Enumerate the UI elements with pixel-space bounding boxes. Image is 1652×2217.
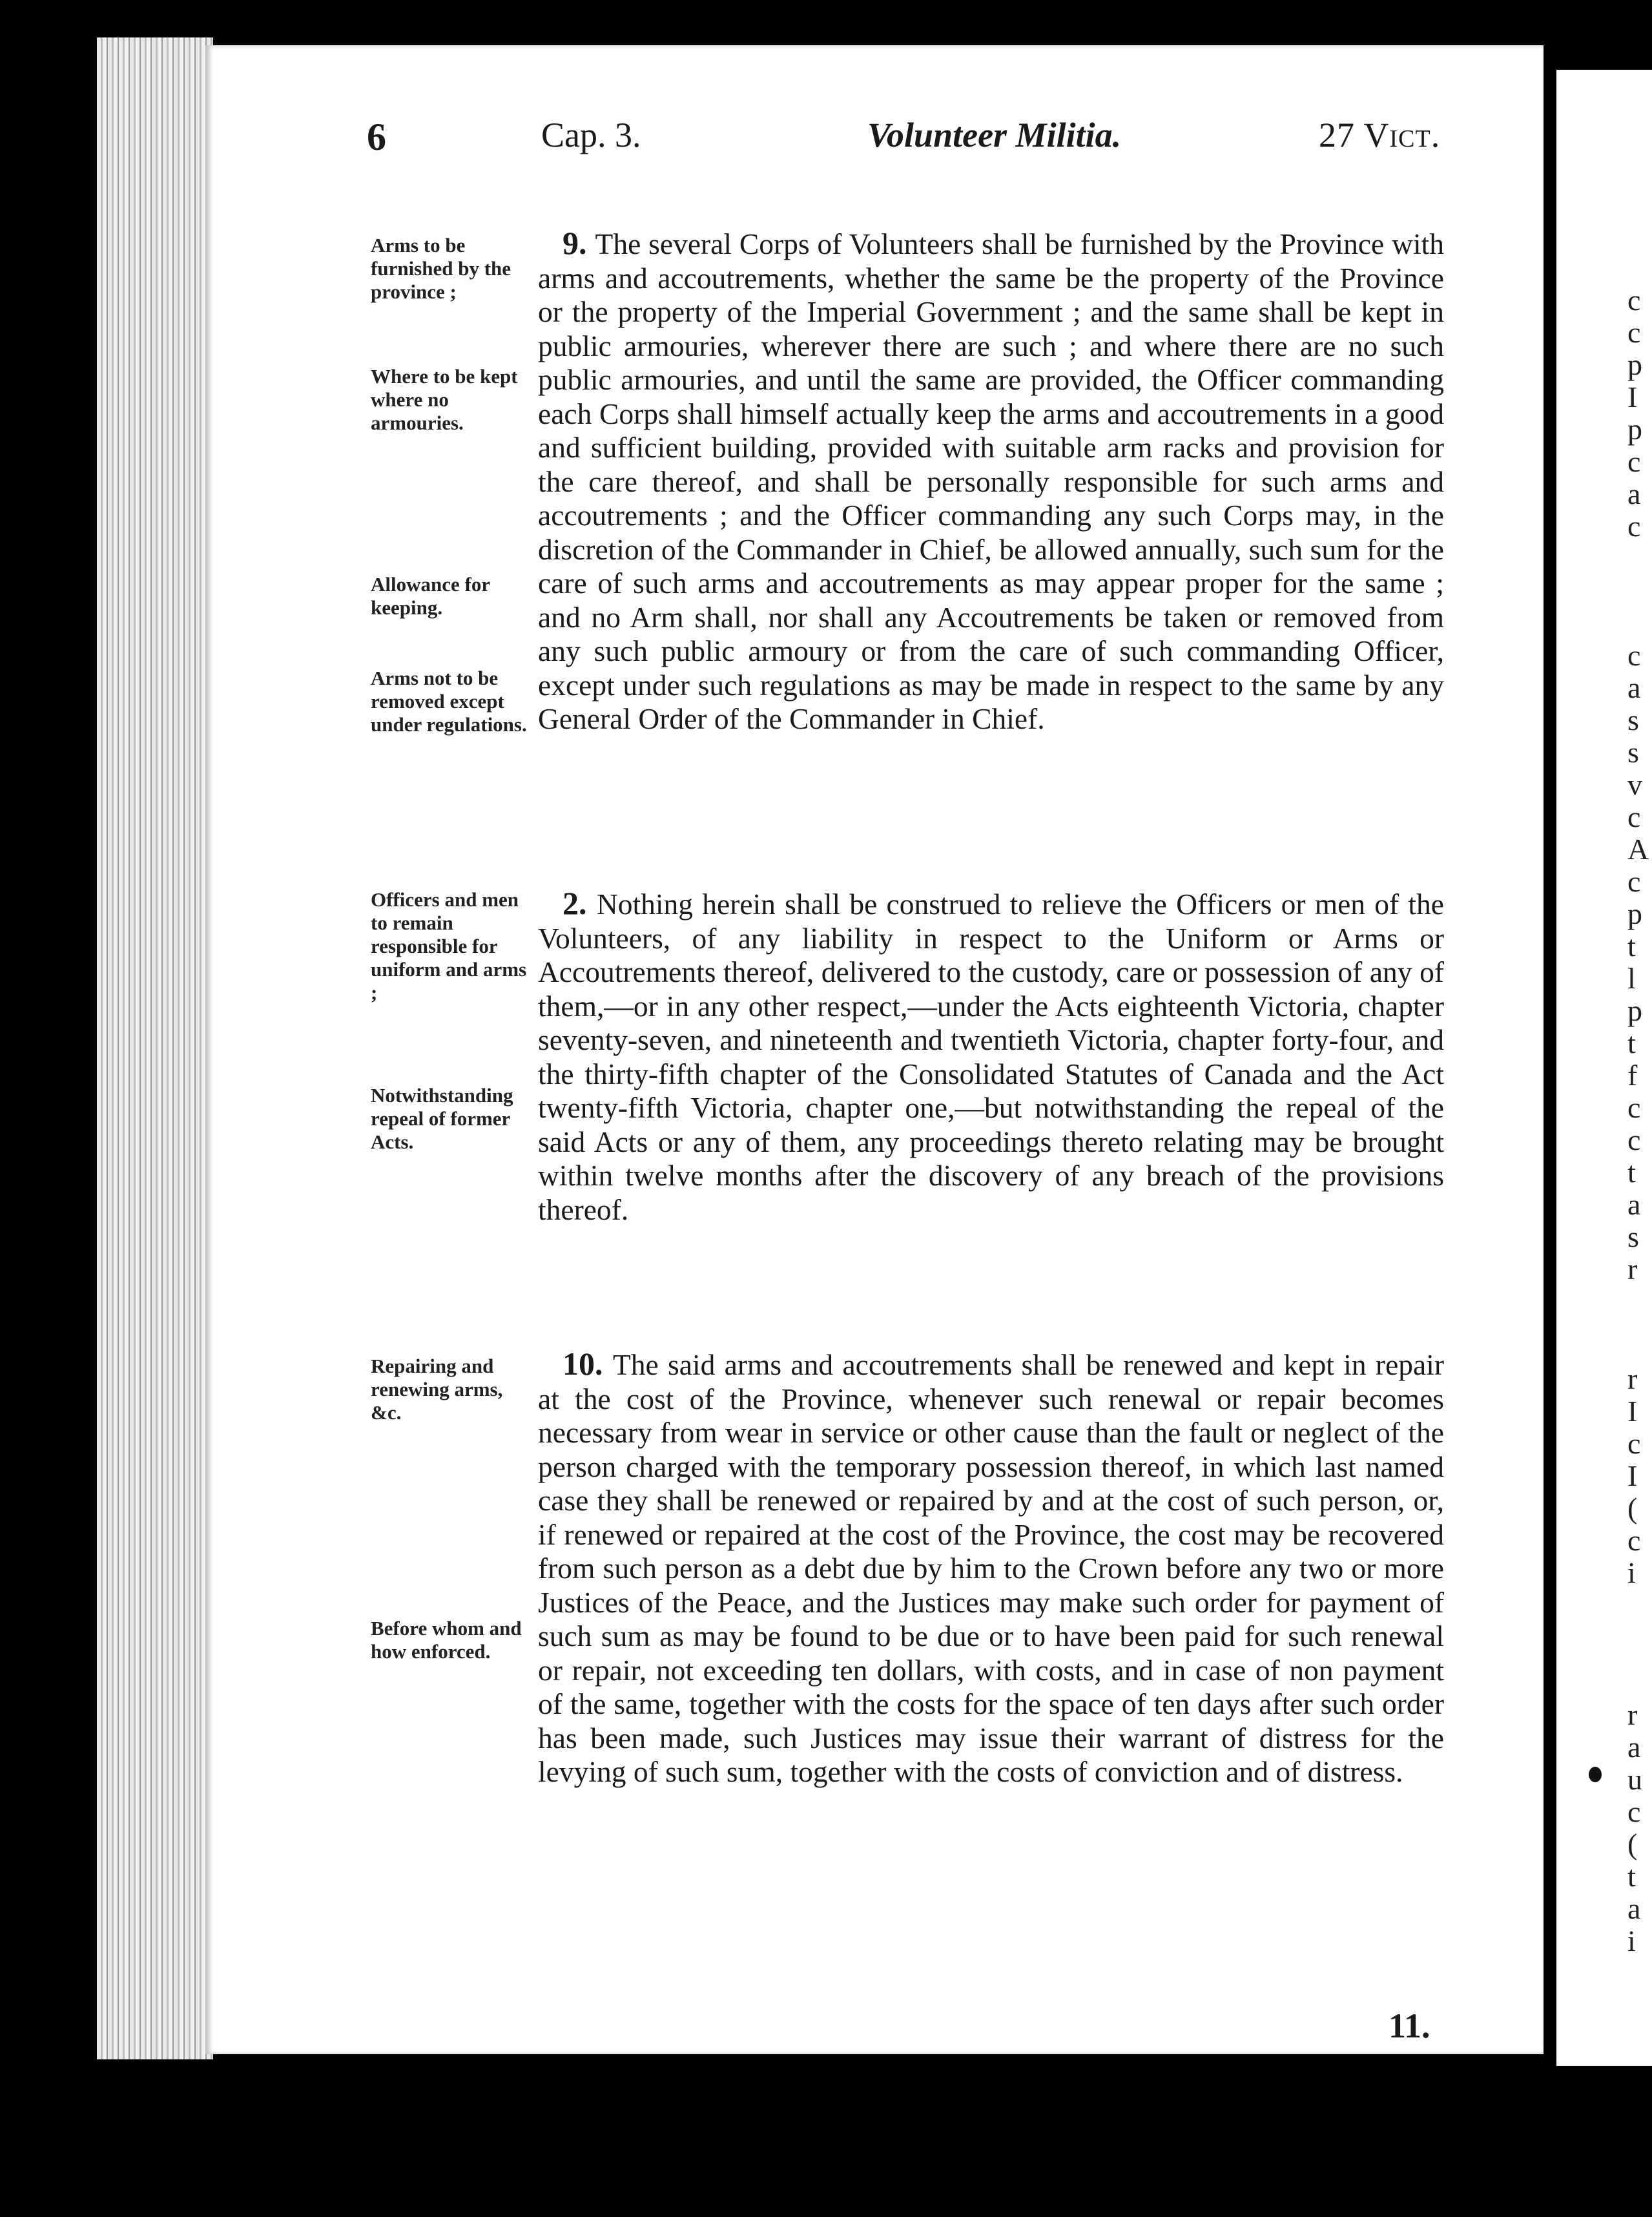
facing-page-fragment: s bbox=[1627, 703, 1639, 736]
facing-page-fragment: c bbox=[1627, 284, 1641, 317]
section-number: 9 bbox=[563, 225, 579, 261]
section-text: The said arms and accoutrements shall be renewed and kept in repair at the cost of the Province, whenever such renewal or repair becomes necessary from wear in service or other cause than the fault or neglect of the person charged with the temporary possession thereof, in which last named case they shall be renewed or repaired by and at the cost of such person, or, if renewed or repaired at the cost of the Province, the cost may be recovered from such person as a debt due by him to the Crown before any two or more Justices of the Peace, and the Justices may make such order for payment of such sum as may be found to be due or to have been paid for such renewal or repair, not exceeding ten dollars, with costs, and in case of non payment of the same, together with the costs for the space of ten days after such order has been made, such Justices may issue their warrant of distress for the levying of such sum, together with the costs of conviction and of distress. bbox=[538, 1348, 1445, 1788]
facing-page-fragment: c bbox=[1627, 1795, 1641, 1828]
marginal-note: Where to be kept where no armouries. bbox=[371, 365, 518, 434]
section-number: 10 bbox=[563, 1346, 595, 1382]
facing-page-fragment: c bbox=[1627, 800, 1641, 833]
section-number: 2 bbox=[563, 885, 579, 921]
marginal-note: Before whom and how enforced. bbox=[371, 1617, 522, 1663]
facing-page-fragment: a bbox=[1627, 671, 1641, 704]
book-spine-edge bbox=[97, 37, 213, 2059]
facing-page-fragment: i bbox=[1627, 1924, 1636, 1957]
section-10: 10. The said arms and accoutrements shall be renewed and kept in repair at the cost of the Province, whenever such renewal or repair becomes necessary from wear in service or other cause than the fault or neglect of the person charged with the temporary possession thereof, in which last named case they shall be renewed or repaired by and at the cost of such person, or, if renewed or repaired at the cost of the Province, the cost may be recovered from such person as a debt due by him to the Crown before any two or more Justices of the Peace, and the Justices may make such order for payment of such sum as may be found to be due or to have been paid for such renewal or repair, not exceeding ten dollars, with costs, and in case of non payment of the same, together with the costs for the space of ten days after such order has been made, such Justices may issue their warrant of distress for the levying of such sum, together with the costs of conviction and of distress. bbox=[538, 1346, 1445, 1788]
facing-page-fragment: t bbox=[1627, 1860, 1636, 1893]
facing-page-fragment: s bbox=[1627, 1220, 1639, 1253]
facing-page-fragment: l bbox=[1627, 962, 1636, 995]
section-text: Nothing herein shall be construed to relieve the Officers or men of the Volunteers, of any liability in respect to the Uniform or Arms or Accoutrements thereof, delivered to the custody, care or possession of any of them,—or in any other respect,—under the Acts eighteenth Victoria, chapter seventy-seven, and nineteenth and twentieth Victoria, chapter forty-four, and the thirty-fifth chapter of the Consolidated Statutes of Canada and the Act twenty-fifth Victoria, chapter one,—but notwithstanding the repeal of the said Acts or any of them, any proceedings thereto relating may be brought within twelve months after the discovery of any breach of the provisions thereof. bbox=[538, 888, 1445, 1226]
regnal-year: 27 Vict. bbox=[1319, 116, 1441, 154]
facing-page-fragment: ( bbox=[1627, 1827, 1638, 1860]
facing-page-fragment: u bbox=[1627, 1763, 1642, 1796]
facing-page-fragment: A bbox=[1627, 833, 1649, 866]
marginal-note: Arms not to be removed except under regulations. bbox=[371, 667, 527, 736]
facing-page-fragment: c bbox=[1627, 510, 1641, 543]
facing-page-fragment: c bbox=[1627, 1524, 1641, 1557]
facing-page-fragment: c bbox=[1627, 639, 1641, 672]
running-title: Volunteer Militia. bbox=[867, 116, 1122, 154]
facing-page-fragment: s bbox=[1627, 736, 1639, 769]
marginal-note: Notwithstanding repeal of former Acts. bbox=[371, 1084, 513, 1153]
facing-page-fragment: f bbox=[1627, 1059, 1638, 1092]
facing-page-fragment: p bbox=[1627, 897, 1642, 930]
page-number: 6 bbox=[367, 116, 386, 158]
facing-page bbox=[1556, 70, 1652, 2066]
section-9-2: 2. Nothing herein shall be construed to relieve the Officers or men of the Volunteers, of any liability in respect to the Uniform or Arms or Accoutrements thereof, delivered to the custody, care or possession of any of them,—or in any other respect,—under the Acts eighteenth Victoria, chapter seventy-seven, and nineteenth and twentieth Victoria, chapter forty-four, and the thirty-fifth chapter of the Consolidated Statutes of Canada and the Act twenty-fifth Victoria, chapter one,—but notwithstanding the repeal of the said Acts or any of them, any proceedings thereto relating may be brought within twelve months after the discovery of any breach of the provisions thereof. bbox=[538, 885, 1445, 1226]
facing-page-fragment: t bbox=[1627, 1026, 1636, 1059]
facing-page-fragment: a bbox=[1627, 1731, 1641, 1764]
facing-page-fragment: c bbox=[1627, 865, 1641, 898]
facing-page-fragment: a bbox=[1627, 1188, 1641, 1221]
facing-page-fragment: c bbox=[1627, 316, 1641, 349]
marginal-note: Arms to be furnished by the province ; bbox=[371, 234, 511, 303]
marginal-note: Repairing and renewing arms, &c. bbox=[371, 1355, 503, 1424]
facing-page-fragment: t bbox=[1627, 930, 1636, 963]
facing-page-fragment: a bbox=[1627, 1892, 1641, 1925]
facing-page-fragment: I bbox=[1627, 1395, 1638, 1428]
facing-page-fragment: p bbox=[1627, 348, 1642, 381]
facing-page-fragment: p bbox=[1627, 413, 1642, 446]
facing-page-fragment: p bbox=[1627, 994, 1642, 1027]
section-text: The several Corps of Volunteers shall be furnished by the Province with arms and accoutrements, whether the same be the property of the Province or the property of the Imperial Government ; and the same shall be kept in public armouries, wherever there are such ; and where there are no such public armouries, and until the same are provided, the Officer commanding each Corps shall himself actually keep the arms and accoutrements in a good and sufficient building, provided with suitable arm racks and provision for the care thereof, and shall be personally responsible for such arms and accoutrements ; and the Officer commanding any such Corps may, in the discretion of the Commander in Chief, be allowed annually, such sum for the care of such arms and accoutrements as may appear proper for the same ; and no Arm shall, nor shall any Accoutrements be taken or removed from any such public armoury or from the care of such commanding Officer, except under such regulations as may be made in respect to the same by any General Order of the Commander in Chief. bbox=[538, 227, 1445, 735]
facing-page-fragment: r bbox=[1627, 1253, 1638, 1285]
facing-page-fragment: a bbox=[1627, 477, 1641, 510]
facing-page-fragment: c bbox=[1627, 1123, 1641, 1156]
ink-spot bbox=[1589, 1767, 1602, 1782]
section-9: 9. The several Corps of Volunteers shall be furnished by the Province with arms and accoutrements, whether the same be the property of the Province or the property of the Imperial Government ; and the same shall be kept in public armouries, wherever there are such ; and where there are no such public armouries, and until the same are provided, the Officer commanding each Corps shall himself actually keep the arms and accoutrements in a good and sufficient building, provided with suitable arm racks and provision for the care thereof, and shall be personally responsible for such arms and accoutrements ; and the Officer commanding any such Corps may, in the discretion of the Commander in Chief, be allowed annually, such sum for the care of such arms and accoutrements as may appear proper for the same ; and no Arm shall, nor shall any Accoutrements be taken or removed from any such public armoury or from the care of such commanding Officer, except under such regulations as may be made in respect to the same by any General Order of the Commander in Chief. bbox=[538, 225, 1445, 735]
chapter-label: Cap. 3. bbox=[541, 116, 641, 154]
facing-page-fragment: c bbox=[1627, 445, 1641, 478]
facing-page-fragment: c bbox=[1627, 1427, 1641, 1460]
facing-page-fragment: i bbox=[1627, 1556, 1636, 1589]
facing-page-fragment: c bbox=[1627, 1091, 1641, 1124]
marginal-note: Allowance for keeping. bbox=[371, 573, 490, 619]
marginal-note: Officers and men to remain responsible for uniform and arms ; bbox=[371, 888, 527, 1004]
catchword: 11. bbox=[1389, 2006, 1430, 2045]
facing-page-fragment: ( bbox=[1627, 1492, 1638, 1525]
facing-page-fragment: t bbox=[1627, 1156, 1636, 1189]
facing-page-fragment: I bbox=[1627, 380, 1638, 413]
facing-page-fragment: v bbox=[1627, 768, 1642, 801]
facing-page-fragment: I bbox=[1627, 1459, 1638, 1492]
facing-page-fragment: r bbox=[1627, 1698, 1638, 1731]
facing-page-fragment: r bbox=[1627, 1362, 1638, 1395]
